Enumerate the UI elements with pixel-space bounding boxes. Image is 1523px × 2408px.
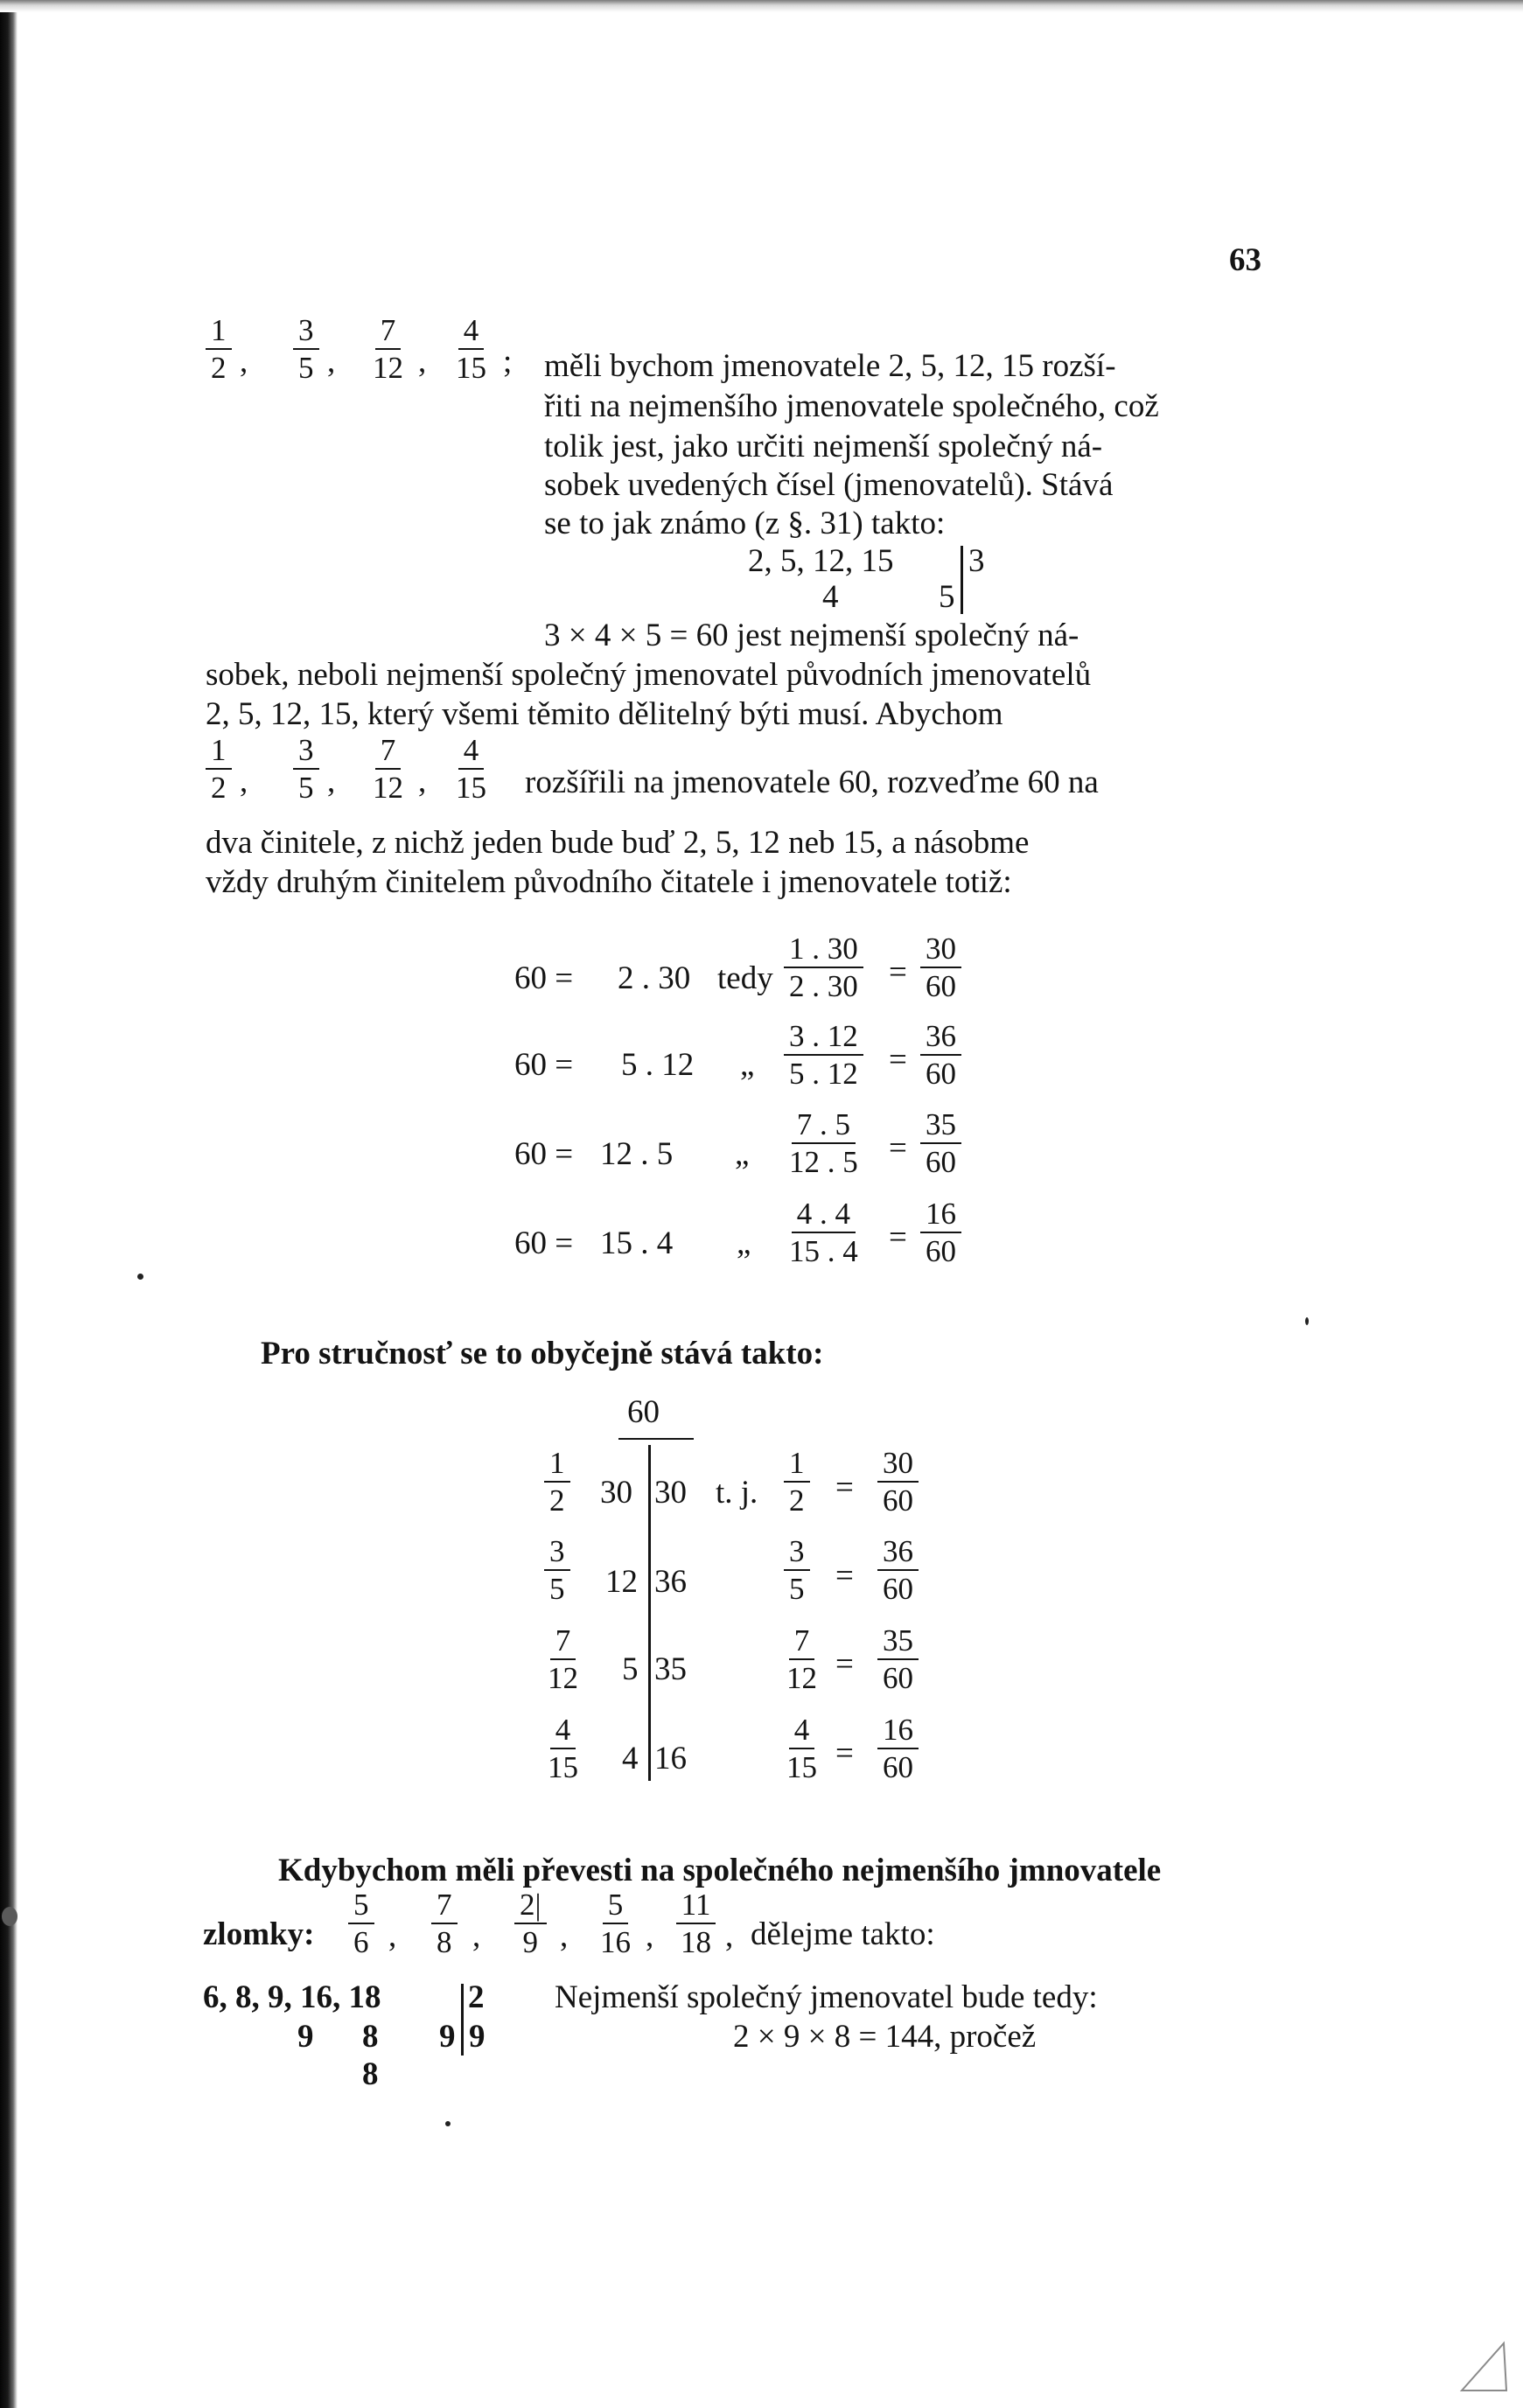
comma: , xyxy=(418,764,427,799)
para1-fraction-2 xyxy=(293,735,319,804)
example2-tail: dělejme takto: xyxy=(751,1916,935,1952)
scheme-fraction-1 xyxy=(544,1448,570,1517)
numerator: 7 xyxy=(550,1625,576,1660)
eq1-result xyxy=(920,933,961,1002)
numerator: 30 xyxy=(920,933,961,968)
example2-fraction-5 xyxy=(675,1889,716,1958)
example2-fraction-2 xyxy=(431,1889,458,1958)
denominator: 8 xyxy=(437,1925,452,1959)
scheme-result-1: 30 xyxy=(654,1475,687,1511)
example2-div-row-2b: 8 xyxy=(362,2019,379,2055)
scan-speck xyxy=(445,2121,451,2126)
denominator: 6 xyxy=(353,1925,369,1959)
numerator: 1 . 30 xyxy=(784,933,863,968)
scan-top-edge xyxy=(0,0,1523,12)
denominator: 2 xyxy=(549,1483,565,1518)
numerator: 30 xyxy=(877,1448,919,1483)
comma: , xyxy=(646,1918,654,1954)
comma: , xyxy=(388,1918,397,1954)
scheme-result-2: 36 xyxy=(654,1564,687,1600)
denominator: 12 xyxy=(373,351,403,385)
eq2-factor: 5 . 12 xyxy=(621,1047,695,1083)
para1-fraction-1 xyxy=(206,735,232,804)
para2-line-2: vždy druhým činitelem původního čitatele i jmenovatele totiž: xyxy=(206,864,1012,900)
eq3-fraction xyxy=(784,1109,863,1178)
denominator: 5 . 12 xyxy=(789,1057,858,1091)
eq4-word: „ xyxy=(737,1225,751,1261)
intro-line-3: tolik jest, jako určiti nejmenší společný ná- xyxy=(544,429,1103,464)
denominator: 12 xyxy=(548,1661,578,1695)
eq2-fraction xyxy=(784,1021,863,1090)
eq2-equals: = xyxy=(889,1042,907,1078)
example2-label: zlomky: xyxy=(203,1916,315,1952)
comma: , xyxy=(240,764,248,799)
eq3-word: „ xyxy=(735,1136,750,1172)
denominator: 60 xyxy=(926,1057,956,1091)
comma: , xyxy=(327,344,336,380)
denominator: 2 xyxy=(211,771,227,805)
denominator: 16 xyxy=(600,1925,631,1959)
scheme-lhs-fraction-2 xyxy=(784,1536,810,1605)
comma: , xyxy=(725,1918,734,1954)
denominator: 60 xyxy=(926,1234,956,1268)
para1-line-1: 3 × 4 × 5 = 60 jest nejmenší společný ná- xyxy=(544,618,1079,653)
para1-fraction-4 xyxy=(451,735,492,804)
denominator: 60 xyxy=(926,1145,956,1179)
numerator: 35 xyxy=(920,1109,961,1144)
eq3-result xyxy=(920,1109,961,1178)
example2-div-row-3: 8 xyxy=(362,2056,379,2092)
denominator: 5 xyxy=(789,1572,805,1606)
example2-result-1: Nejmenší společný jmenovatel bude tedy: xyxy=(555,1979,1098,2015)
scheme-rhs-fraction-2 xyxy=(877,1536,919,1605)
division-divisor-1: 3 xyxy=(968,543,985,579)
numerator: 4 xyxy=(458,735,485,770)
numerator: 7 xyxy=(375,735,402,770)
denominator: 60 xyxy=(926,969,956,1003)
denominator: 60 xyxy=(883,1483,913,1518)
eq3-equals: = xyxy=(889,1130,907,1166)
para2-line-1: dva činitele, z nichž jeden bude buď 2, 5, 12 neb 15, a násobme xyxy=(206,825,1030,861)
comma: , xyxy=(472,1918,481,1954)
numerator: 35 xyxy=(877,1625,919,1660)
numerator: 4 xyxy=(550,1714,576,1749)
comma: , xyxy=(560,1918,569,1954)
denominator: 60 xyxy=(883,1750,913,1784)
example2-div-d1: 2 xyxy=(468,1979,485,2015)
intro-line-2: řiti na nejmenšího jmenovatele společného, což xyxy=(544,388,1159,424)
numerator: 3 xyxy=(293,735,319,770)
scheme-equals-4: = xyxy=(835,1735,854,1771)
denominator: 5 xyxy=(298,351,314,385)
eq4-fraction xyxy=(784,1198,863,1267)
example2-div-row-1: 6, 8, 9, 16, 18 xyxy=(203,1979,381,2015)
eq1-fraction xyxy=(784,933,863,1002)
denominator: 12 . 5 xyxy=(789,1145,858,1179)
denominator: 12 xyxy=(373,771,403,805)
eq2-result xyxy=(920,1021,961,1090)
scheme-divider xyxy=(648,1445,651,1781)
scheme-tj: t. j. xyxy=(716,1475,758,1511)
eq4-lhs: 60 = xyxy=(514,1225,574,1261)
scheme-lhs-fraction-1 xyxy=(784,1448,810,1517)
page-number: 63 xyxy=(1229,242,1261,278)
eq1-factor: 2 . 30 xyxy=(618,960,691,996)
denominator: 9 xyxy=(522,1925,538,1959)
comma: , xyxy=(327,764,336,799)
scheme-rhs-fraction-1 xyxy=(877,1448,919,1517)
eq2-lhs: 60 = xyxy=(514,1047,574,1083)
intro-fraction-1 xyxy=(206,315,232,384)
scheme-equals-3: = xyxy=(835,1646,854,1682)
scheme-fraction-4 xyxy=(542,1714,583,1783)
denominator: 15 xyxy=(456,351,486,385)
scan-speck xyxy=(1305,1317,1309,1325)
intro-fraction-2 xyxy=(293,315,319,384)
eq4-factor: 15 . 4 xyxy=(600,1225,674,1261)
denominator: 60 xyxy=(883,1572,913,1606)
example2-div-row-2c: 9 xyxy=(439,2019,456,2055)
scheme-rhs-fraction-4 xyxy=(877,1714,919,1783)
denominator: 2 xyxy=(211,351,227,385)
eq2-word: „ xyxy=(740,1047,755,1083)
division-divisor-2: 5 xyxy=(939,579,955,615)
example2-fraction-3 xyxy=(514,1889,547,1958)
intro-fraction-4 xyxy=(451,315,492,384)
numerator: 7 . 5 xyxy=(792,1109,856,1144)
eq3-factor: 12 . 5 xyxy=(600,1136,674,1172)
numerator: 2| xyxy=(514,1889,547,1924)
numerator: 7 xyxy=(789,1625,815,1660)
eq1-equals: = xyxy=(889,954,907,990)
example2-result-2: 2 × 9 × 8 = 144, pročež xyxy=(733,2019,1037,2055)
numerator: 3 xyxy=(784,1536,810,1571)
numerator: 4 xyxy=(789,1714,815,1749)
division-line xyxy=(961,546,963,614)
numerator: 1 xyxy=(206,735,232,770)
denominator: 18 xyxy=(681,1925,711,1959)
scheme-fraction-2 xyxy=(544,1536,570,1605)
denominator: 5 xyxy=(298,771,314,805)
scheme-equals-1: = xyxy=(835,1469,854,1505)
scheme-factor-4: 4 xyxy=(622,1741,639,1776)
numerator: 3 xyxy=(293,315,319,350)
numerator: 1 xyxy=(206,315,232,350)
denominator: 2 xyxy=(789,1483,805,1518)
example2-line-1: Kdybychom měli převesti na společného nejmenšího jmnovatele xyxy=(278,1853,1162,1888)
intro-fraction-3 xyxy=(367,315,409,384)
example2-div-d2: 9 xyxy=(469,2019,486,2055)
semicolon: ; xyxy=(503,344,513,380)
scan-speck xyxy=(137,1274,143,1280)
comma: , xyxy=(240,344,248,380)
eq1-word: tedy xyxy=(717,960,773,996)
denominator: 60 xyxy=(883,1661,913,1695)
para1-line-3: 2, 5, 12, 15, který všemi těmito dělitelný býti musí. Abychom xyxy=(206,696,1003,732)
numerator: 16 xyxy=(920,1198,961,1233)
division-row-1: 2, 5, 12, 15 xyxy=(748,543,894,579)
scheme-result-3: 35 xyxy=(654,1651,687,1687)
scheme-lhs-fraction-4 xyxy=(781,1714,822,1783)
scheme-lhs-fraction-3 xyxy=(781,1625,822,1694)
numerator: 1 xyxy=(784,1448,810,1483)
eq4-result xyxy=(920,1198,961,1267)
example2-fraction-1 xyxy=(348,1889,374,1958)
scheme-result-4: 16 xyxy=(654,1741,687,1776)
denominator: 2 . 30 xyxy=(789,969,858,1003)
para1-fraction-3 xyxy=(367,735,409,804)
numerator: 3 . 12 xyxy=(784,1021,863,1056)
page-corner-curl xyxy=(1458,2338,1509,2392)
numerator: 5 xyxy=(603,1889,629,1924)
denominator: 12 xyxy=(786,1661,817,1695)
numerator: 3 xyxy=(544,1536,570,1571)
numerator: 5 xyxy=(348,1889,374,1924)
scheme-factor-3: 5 xyxy=(622,1651,639,1687)
denominator: 15 . 4 xyxy=(789,1234,858,1268)
eq3-lhs: 60 = xyxy=(514,1136,574,1172)
intro-line-1: měli bychom jmenovatele 2, 5, 12, 15 rozší- xyxy=(544,348,1116,384)
scan-speck xyxy=(2,1907,17,1926)
brief-heading: Pro stručnosť se to obyčejně stává takto: xyxy=(261,1336,824,1372)
para1-line-2: sobek, neboli nejmenší společný jmenovatel původních jmenovatelů xyxy=(206,657,1092,693)
denominator: 5 xyxy=(549,1572,565,1606)
numerator: 7 xyxy=(431,1889,458,1924)
example2-div-row-2a: 9 xyxy=(297,2019,314,2055)
numerator: 36 xyxy=(877,1536,919,1571)
numerator: 16 xyxy=(877,1714,919,1749)
scheme-fraction-3 xyxy=(542,1625,583,1694)
example2-division-line xyxy=(461,1984,464,2056)
numerator: 36 xyxy=(920,1021,961,1056)
scheme-rhs-fraction-3 xyxy=(877,1625,919,1694)
scheme-factor-1: 30 xyxy=(600,1475,632,1511)
para1-tail: rozšířili na jmenovatele 60, rozveďme 60 na xyxy=(525,764,1099,800)
numerator: 4 . 4 xyxy=(792,1198,856,1233)
numerator: 4 xyxy=(458,315,485,350)
example2-fraction-4 xyxy=(595,1889,636,1958)
numerator: 1 xyxy=(544,1448,570,1483)
eq1-lhs: 60 = xyxy=(514,960,574,996)
intro-line-4: sobek uvedených čísel (jmenovatelů). Stává xyxy=(544,467,1114,503)
denominator: 15 xyxy=(548,1750,578,1784)
eq4-equals: = xyxy=(889,1219,907,1255)
division-row-2: 4 xyxy=(822,579,839,615)
numerator: 11 xyxy=(676,1889,716,1924)
denominator: 15 xyxy=(786,1750,817,1784)
scheme-top-rule xyxy=(618,1438,694,1440)
numerator: 7 xyxy=(375,315,402,350)
denominator: 15 xyxy=(456,771,486,805)
scheme-top-value: 60 xyxy=(627,1394,660,1430)
scheme-factor-2: 12 xyxy=(605,1564,638,1600)
intro-line-5: se to jak známo (z §. 31) takto: xyxy=(544,506,946,541)
comma: , xyxy=(418,344,427,380)
scheme-equals-2: = xyxy=(835,1558,854,1594)
scan-left-edge xyxy=(0,0,17,2408)
